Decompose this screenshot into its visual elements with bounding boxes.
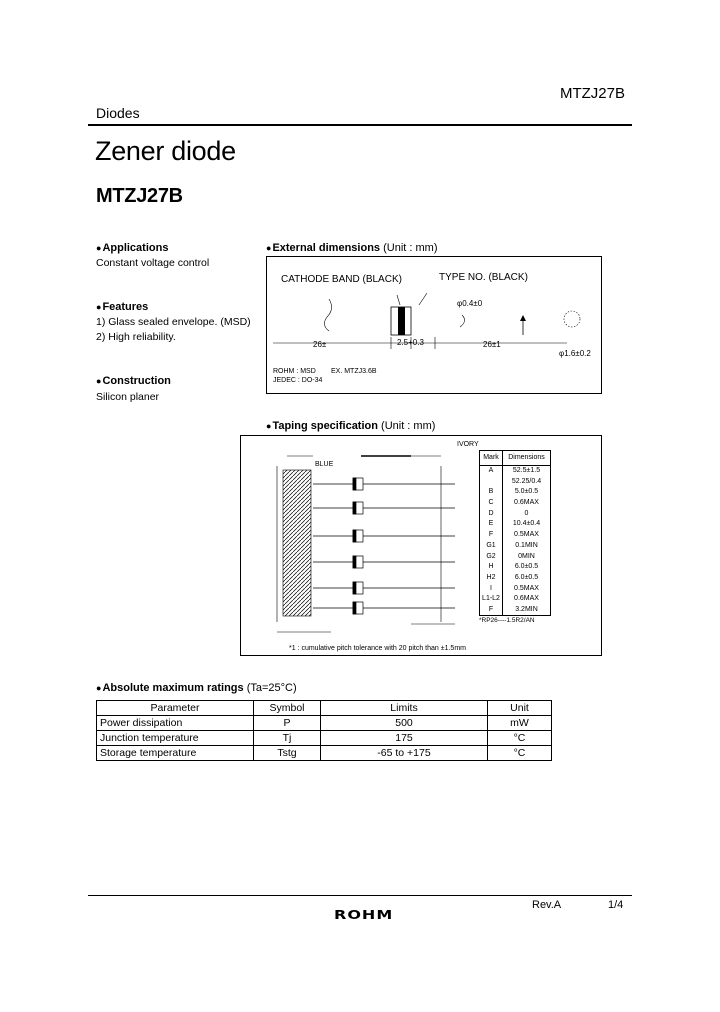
ex-line: EX. MTZJ3.6B (331, 368, 377, 375)
diode-rows (313, 478, 455, 614)
dim-right-label: 26±1 (483, 340, 501, 349)
table-row: Power dissipation P 500 mW (97, 716, 552, 731)
type-no-label: TYPE NO. (BLACK) (439, 272, 528, 283)
dim-body-label: 2.5+0.3 (397, 338, 424, 347)
header-rule (88, 124, 632, 126)
taping-mark: F (480, 530, 503, 541)
construction-heading: ●Construction (96, 375, 171, 387)
col-unit: Unit (488, 701, 552, 716)
col-symbol: Symbol (254, 701, 321, 716)
lead-diameter-label: φ0.4±0 (457, 299, 483, 308)
taping-mark: A (480, 466, 503, 477)
taping-dimension: 0MIN (518, 552, 535, 560)
taping-dimension: 52.5±1.5 (512, 467, 541, 474)
construction-text: Silicon planer (96, 391, 160, 403)
taping-dimension: 52.25/0.4 (511, 477, 542, 485)
taping-drawing (241, 436, 479, 655)
table-row (480, 573, 550, 584)
taping-mark: F (480, 605, 503, 616)
taping-mark: L1-L2 (480, 594, 503, 605)
taping-footnote: *1 : cumulative pitch tolerance with 20 pitch than ±1.5mm (289, 645, 466, 652)
revision: Rev.A (532, 899, 562, 911)
table-row (480, 552, 550, 563)
features-item-1: 1) Glass sealed envelope. (MSD) (96, 316, 251, 328)
table-row (480, 519, 550, 530)
ivory-label: IVORY (457, 441, 479, 448)
taping-table (479, 450, 551, 616)
features-heading: ●Features (96, 301, 149, 313)
taping-mark: H2 (480, 573, 503, 584)
abs-max-heading: ●Absolute maximum ratings (Ta=25°C) (96, 682, 297, 694)
table-row (480, 498, 550, 509)
taping-mark: E (480, 519, 503, 530)
taping-dimension: 6.0±0.5 (514, 563, 539, 571)
external-dimensions-drawing (267, 257, 601, 393)
page-title: Zener diode (95, 136, 236, 166)
abs-max-header-row (97, 701, 552, 716)
taping-dimension: 0.5MAX (514, 584, 539, 592)
taping-mark: I (480, 584, 503, 595)
external-dimensions-box (266, 256, 602, 394)
footer-rule (88, 895, 632, 896)
table-row: Junction temperature Tj 175 °C (97, 731, 552, 746)
rohm-logo: ROHM (334, 906, 394, 923)
cathode-band-mark (398, 307, 405, 335)
page-number: 1/4 (608, 899, 624, 911)
taping-table-header: Mark Dimensions (480, 451, 550, 466)
taping-dimension: 0.1MIN (515, 541, 538, 549)
table-row (480, 477, 550, 488)
left-lead (324, 299, 331, 331)
table-row (480, 584, 550, 595)
table-row (480, 530, 550, 541)
table-row (480, 541, 550, 552)
blue-label: BLUE (315, 461, 334, 468)
cathode-band-label: CATHODE BAND (BLACK) (281, 274, 402, 285)
taping-dimension: 0.6MAX (514, 595, 539, 603)
table-row (480, 605, 550, 616)
taping-heading: ●Taping specification (Unit : mm) (266, 420, 436, 432)
col-parameter: Parameter (97, 701, 254, 716)
taping-mark: B (480, 487, 503, 498)
taping-dimension: 0 (524, 509, 529, 517)
table-row (480, 466, 550, 477)
taping-dimension: 5.0±0.5 (514, 488, 539, 496)
taping-dimension: 0.6MAX (514, 499, 539, 507)
table-row: Storage temperature Tstg -65 to +175 °C (97, 746, 552, 761)
abs-max-table (96, 700, 552, 761)
dim-left-label: 26± (313, 340, 327, 349)
taping-dimension: 6.0±0.5 (514, 573, 539, 581)
taping-mark: G1 (480, 541, 503, 552)
dim-body-dia-label: φ1.6±0.2 (559, 349, 591, 358)
taping-dimension: 3.2MIN (515, 605, 538, 613)
taping-mark (480, 477, 503, 488)
taping-dimension: 0.5MAX (514, 531, 539, 539)
applications-text: Constant voltage control (96, 257, 210, 269)
body-section-circle (564, 311, 580, 327)
features-item-2: 2) High reliability. (96, 331, 176, 343)
taping-dimension: 10.4±0.4 (512, 520, 541, 528)
header-part-number: MTZJ27B (559, 85, 625, 102)
external-dimensions-heading: ●External dimensions (Unit : mm) (266, 242, 438, 254)
taping-table-rows (480, 466, 550, 616)
tape-hatch (283, 470, 311, 616)
table-row (480, 594, 550, 605)
taping-box (240, 435, 602, 656)
table-row (480, 509, 550, 520)
col-limits: Limits (321, 701, 488, 716)
taping-std-note: *RP26----1.5R2/AN (479, 617, 535, 624)
table-row (480, 487, 550, 498)
taping-mark: G2 (480, 552, 503, 563)
taping-mark: C (480, 498, 503, 509)
header-category: Diodes (96, 105, 140, 121)
rohm-line: ROHM : MSD (273, 368, 316, 375)
right-lead (460, 315, 465, 327)
jedec-line: JEDEC : DO-34 (273, 377, 323, 384)
applications-heading: ●Applications (96, 242, 169, 254)
table-row (480, 562, 550, 573)
part-number-title: MTZJ27B (96, 185, 183, 207)
taping-mark: H (480, 562, 503, 573)
taping-mark: D (480, 509, 503, 520)
